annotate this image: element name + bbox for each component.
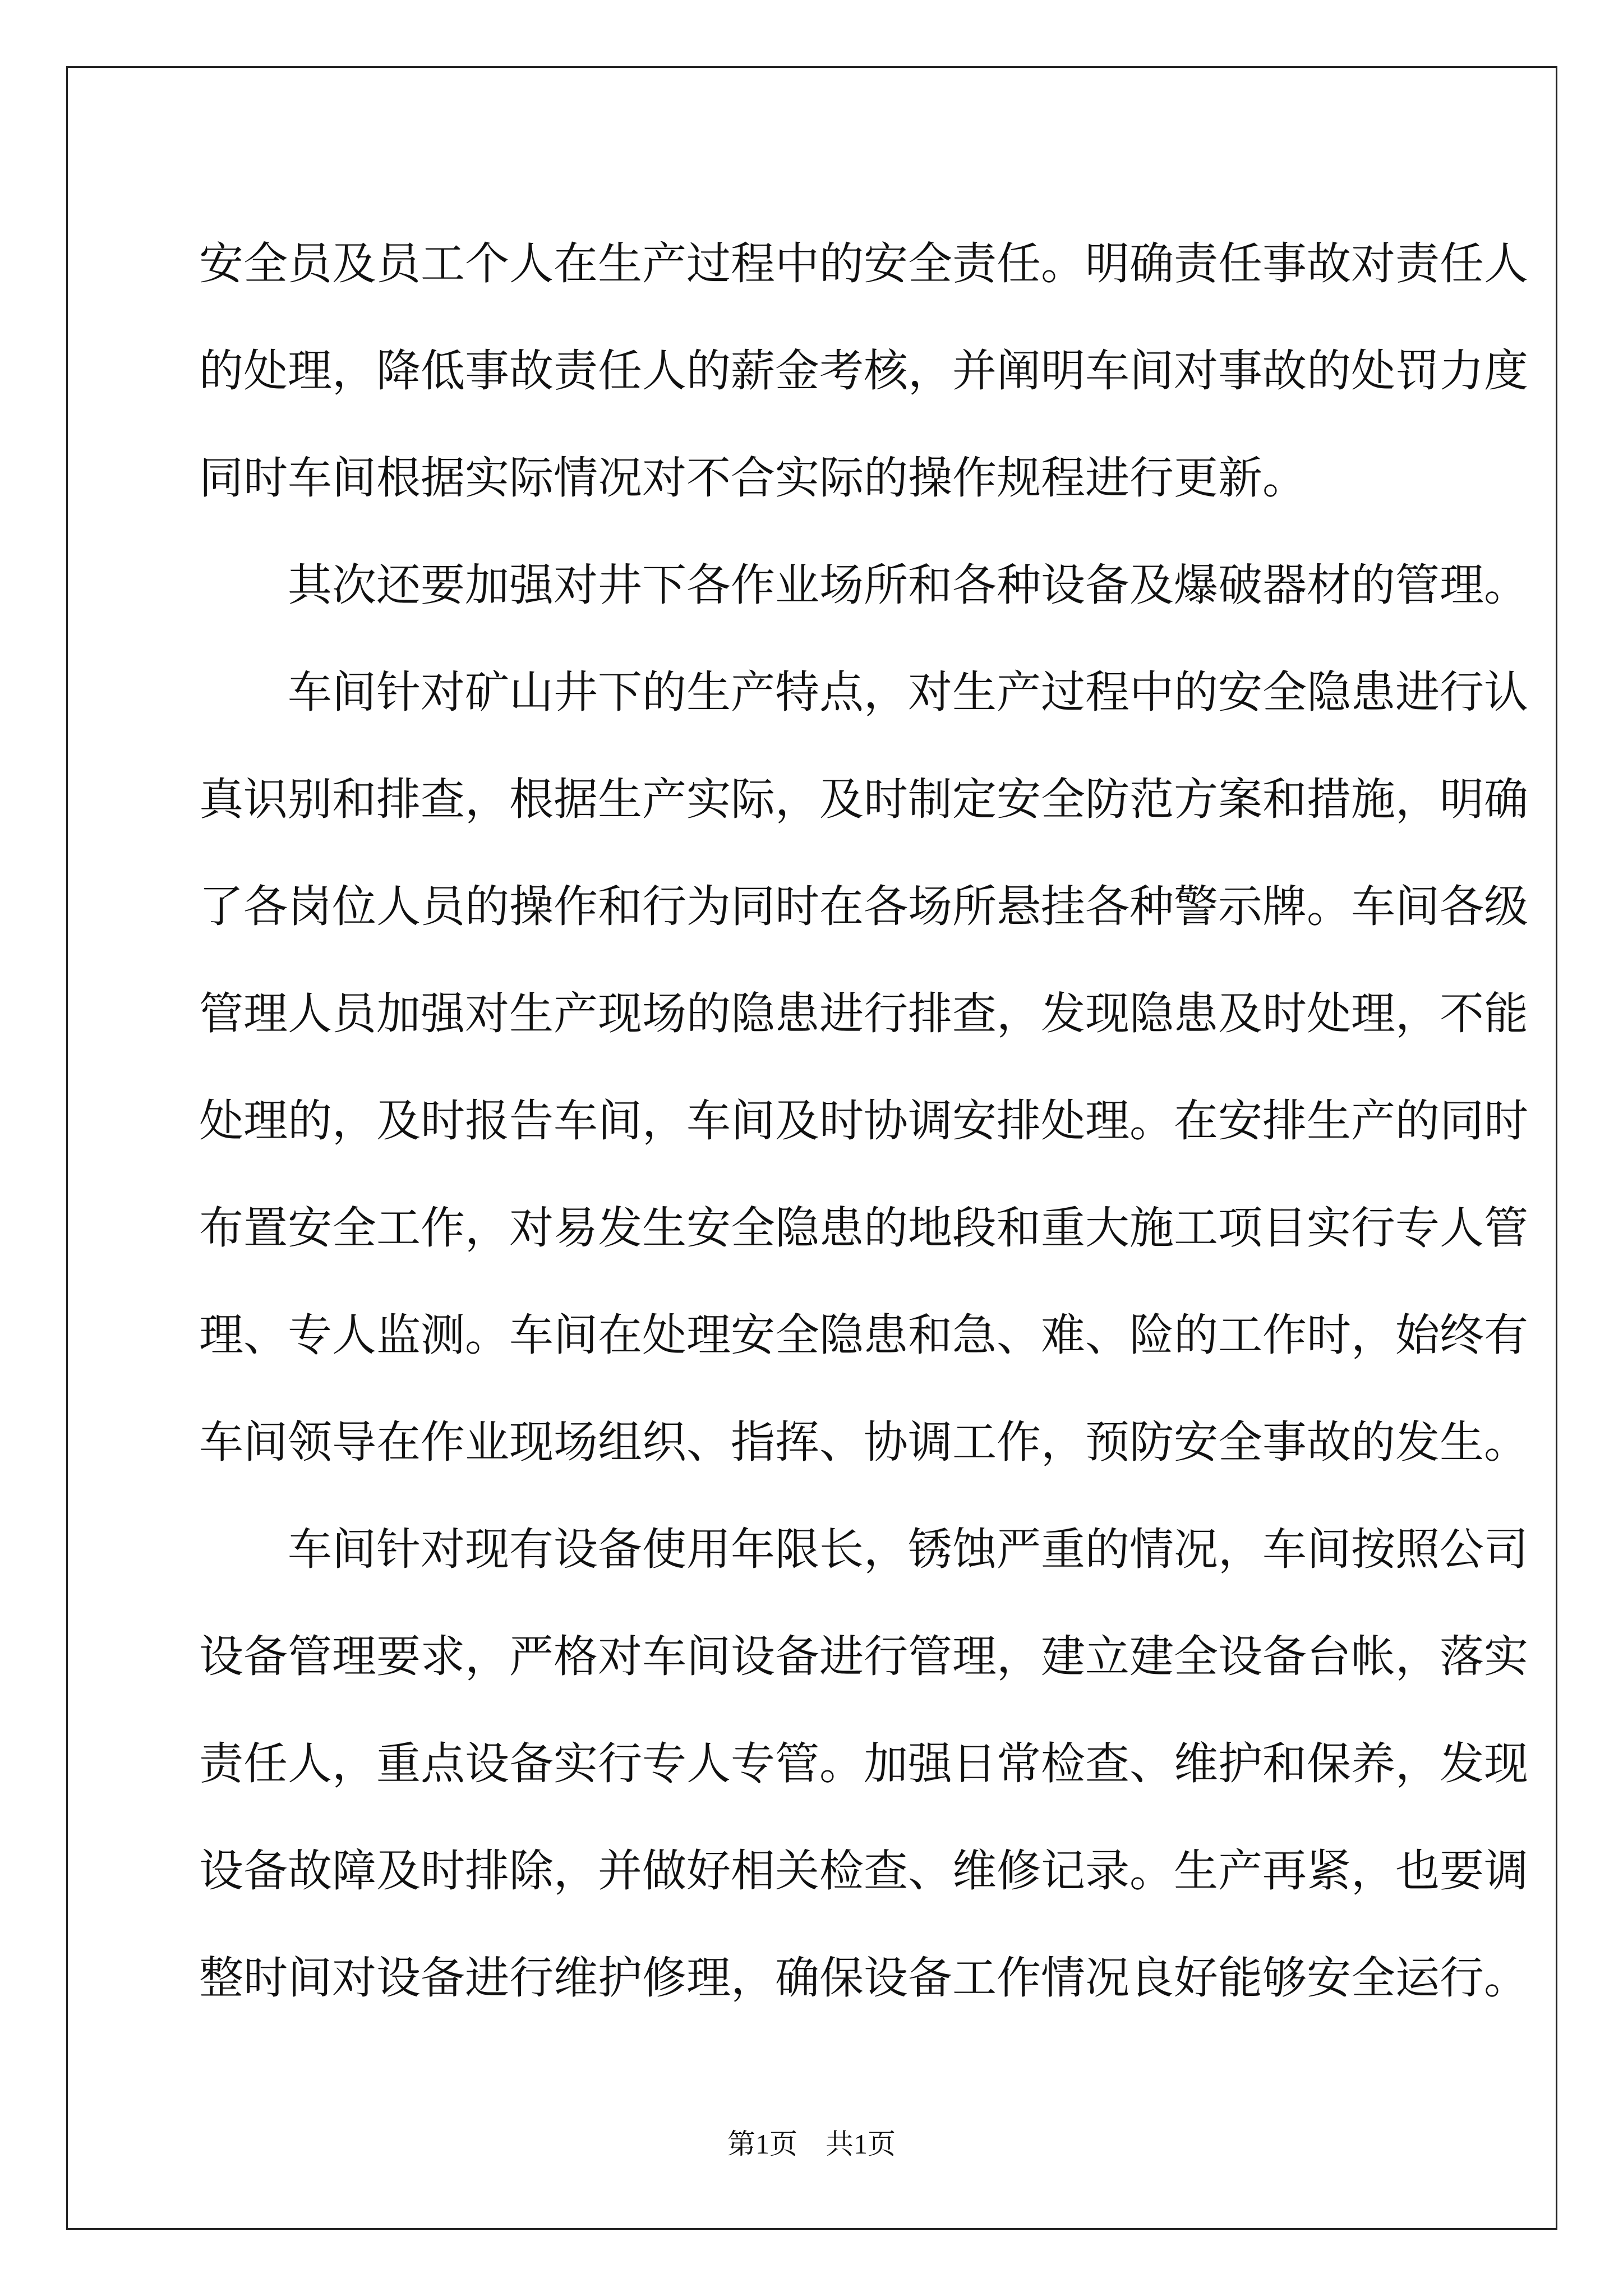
document-body — [199, 210, 1528, 2032]
text-line: 其次还要加强对井下各作业场所和各种设备及爆破器材的管理。 — [288, 559, 1528, 611]
text-line: 同时车间根据实际情况对不合实际的操作规程进行更新。 — [199, 452, 1307, 504]
text-line: 车间针对矿山井下的生产特点，对生产过程中的安全隐患进行认 — [288, 666, 1528, 718]
text-line: 责任人，重点设备实行专人专管。加强日常检查、维护和保养，发现 — [199, 1738, 1528, 1789]
text-line: 车间领导在作业现场组织、指挥、协调工作，预防安全事故的发生。 — [199, 1416, 1528, 1468]
page-number: 第1页 共1页 — [727, 2128, 896, 2160]
text-line: 设备管理要求，严格对车间设备进行管理，建立建全设备台帐，落实 — [199, 1631, 1528, 1682]
text-line: 布置安全工作，对易发生安全隐患的地段和重大施工项目实行专人管 — [199, 1202, 1528, 1254]
text-line: 车间针对现有设备使用年限长，锈蚀严重的情况，车间按照公司 — [288, 1524, 1528, 1575]
text-line: 处理的，及时报告车间，车间及时协调安排处理。在安排生产的同时 — [199, 1095, 1528, 1147]
text-line: 理、专人监测。车间在处理安全隐患和急、难、险的工作时，始终有 — [199, 1309, 1528, 1361]
text-line: 真识别和排查，根据生产实际，及时制定安全防范方案和措施，明确 — [199, 774, 1528, 825]
text-line: 了各岗位人员的操作和行为同时在各场所悬挂各种警示牌。车间各级 — [199, 881, 1528, 932]
text-line: 的处理，降低事故责任人的薪金考核，并阐明车间对事故的处罚力度 — [199, 345, 1528, 397]
text-line: 整时间对设备进行维护修理，确保设备工作情况良好能够安全运行。 — [199, 1952, 1528, 2004]
text-line: 设备故障及时排除，并做好相关检查、维修记录。生产再紧，也要调 — [199, 1845, 1528, 1897]
text-line: 安全员及员工个人在生产过程中的安全责任。明确责任事故对责任人 — [199, 238, 1528, 289]
text-line: 管理人员加强对生产现场的隐患进行排查，发现隐患及时处理，不能 — [199, 988, 1528, 1039]
